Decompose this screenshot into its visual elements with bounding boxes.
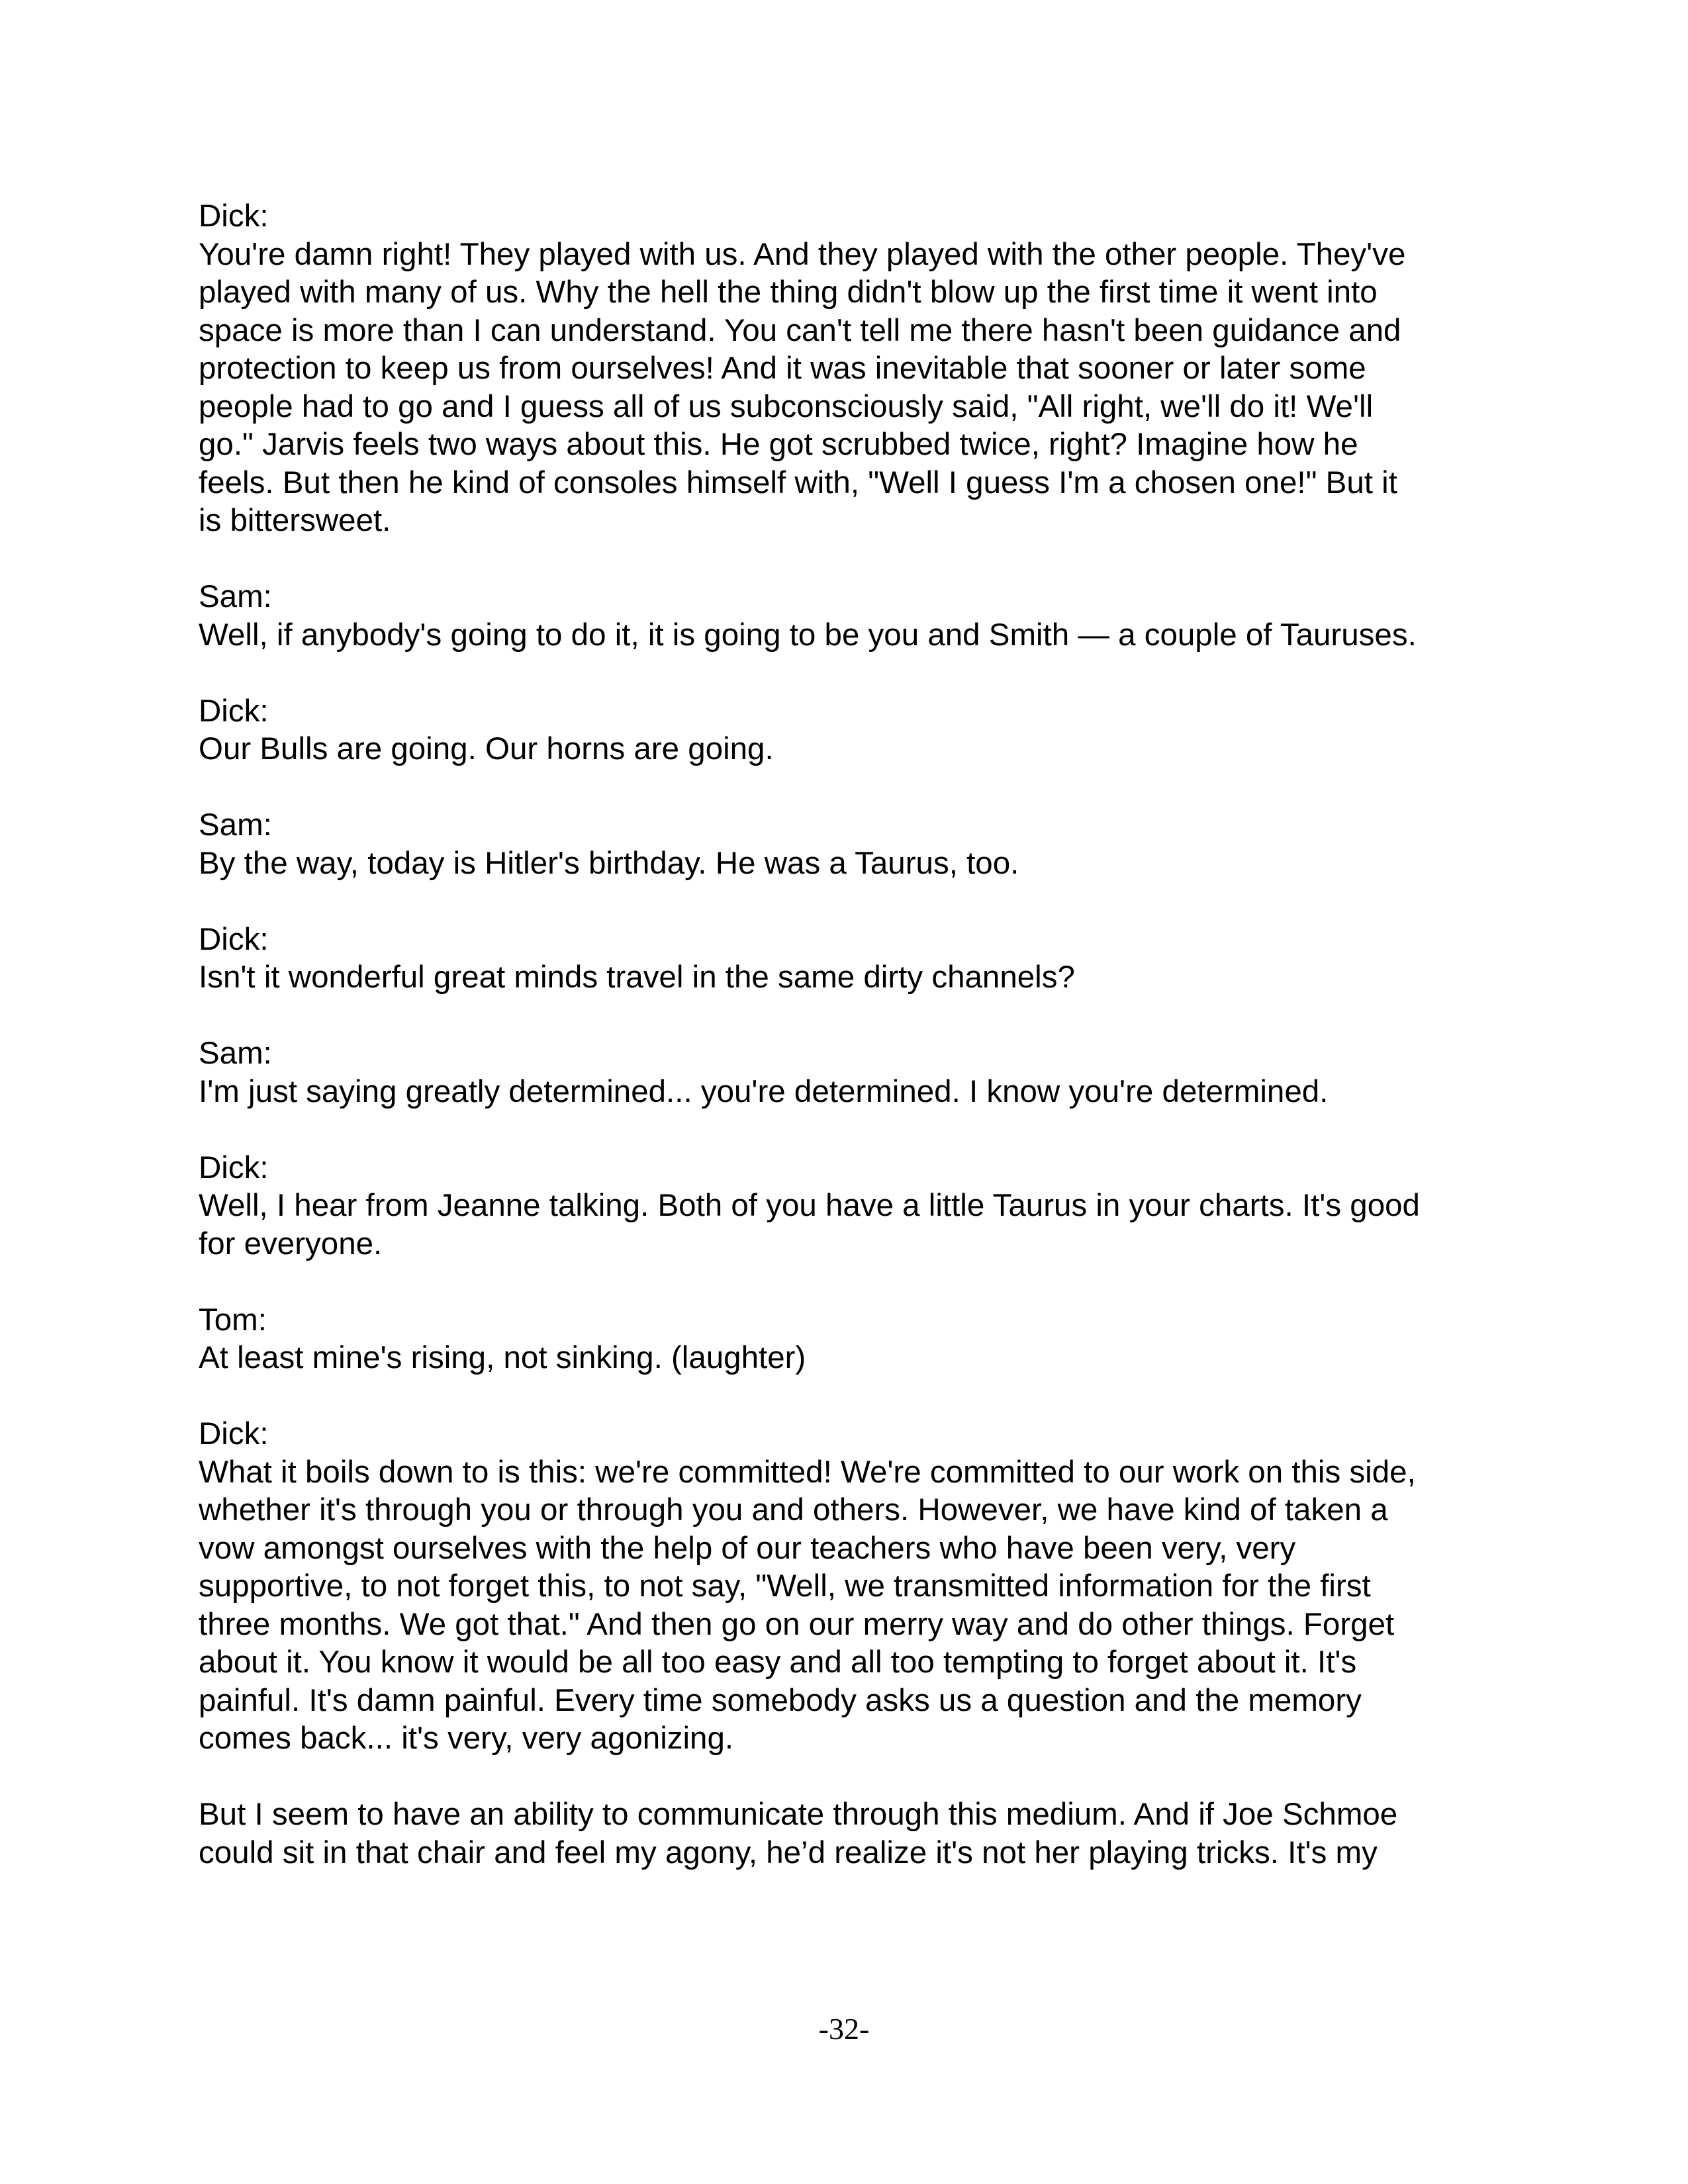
- speaker-label: Dick:: [199, 693, 269, 729]
- dialogue-block: [199, 1301, 1496, 1377]
- dialogue-line: protection to keep us from ourselves! And it was inevitable that sooner or later some: [199, 351, 1366, 386]
- dialogue-line: played with many of us. Why the hell the thing didn't blow up the first time it went into: [199, 275, 1378, 310]
- dialogue-line: whether it's through you or through you and others. However, we have kind of taken a: [199, 1492, 1388, 1527]
- dialogue-line: supportive, to not forget this, to not say, "Well, we transmitted information for the first: [199, 1569, 1371, 1604]
- dialogue-line: Well, if anybody's going to do it, it is going to be you and Smith — a couple of Tauruses.: [199, 617, 1417, 653]
- speaker-label: Dick:: [199, 199, 269, 234]
- dialogue-line: What it boils down to is this: we're committed! We're committed to our work on this side,: [199, 1454, 1416, 1490]
- dialogue-block: [199, 1415, 1496, 1758]
- dialogue-block: [199, 1034, 1496, 1111]
- dialogue-line: go." Jarvis feels two ways about this. He got scrubbed twice, right? Imagine how he: [199, 427, 1358, 462]
- dialogue-line: could sit in that chair and feel my agony, he’d realize it's not her playing tricks. It's my: [199, 1835, 1378, 1870]
- speaker-label: Sam:: [199, 807, 272, 842]
- speaker-label: Dick:: [199, 1150, 269, 1185]
- dialogue-line: Well, I hear from Jeanne talking. Both of you have a little Taurus in your charts. It's good: [199, 1188, 1420, 1223]
- dialogue-line: comes back... it's very, very agonizing.: [199, 1721, 734, 1756]
- transcript-body: [199, 197, 1496, 1910]
- speaker-label: Tom:: [199, 1302, 267, 1338]
- speaker-label: Dick:: [199, 1416, 269, 1451]
- dialogue-line: about it. You know it would be all too easy and all too tempting to forget about it. It's: [199, 1645, 1357, 1680]
- dialogue-block: [199, 806, 1496, 882]
- dialogue-block: [199, 921, 1496, 997]
- dialogue-line: Isn't it wonderful great minds travel in the same dirty channels?: [199, 960, 1075, 995]
- dialogue-line: space is more than I can understand. You can't tell me there hasn't been guidance and: [199, 312, 1401, 348]
- dialogue-line: I'm just saying greatly determined... you're determined. I know you're determined.: [199, 1073, 1329, 1109]
- continuation-paragraph: [199, 1796, 1496, 1872]
- dialogue-block: [199, 197, 1496, 540]
- dialogue-line: painful. It's damn painful. Every time somebody asks us a question and the memory: [199, 1682, 1362, 1718]
- dialogue-block: [199, 692, 1496, 768]
- speaker-label: Sam:: [199, 1036, 272, 1071]
- dialogue-line: You're damn right! They played with us. And they played with the other people. They've: [199, 236, 1406, 272]
- dialogue-block: [199, 578, 1496, 654]
- dialogue-line: people had to go and I guess all of us subconsciously said, "All right, we'll do it! We'll: [199, 388, 1374, 424]
- dialogue-line: vow amongst ourselves with the help of our teachers who have been very, very: [199, 1530, 1296, 1566]
- dialogue-line: for everyone.: [199, 1226, 383, 1261]
- dialogue-line: three months. We got that." And then go on our merry way and do other things. Forget: [199, 1606, 1395, 1642]
- dialogue-line: At least mine's rising, not sinking. (laughter): [199, 1340, 806, 1375]
- speaker-label: Sam:: [199, 579, 272, 614]
- dialogue-line: But I seem to have an ability to communicate through this medium. And if Joe Schmoe: [199, 1797, 1398, 1832]
- dialogue-block: [199, 1149, 1496, 1263]
- dialogue-line: feels. But then he kind of consoles himself with, "Well I guess I'm a chosen one!" But it: [199, 465, 1397, 500]
- dialogue-line: Our Bulls are going. Our horns are going.: [199, 731, 774, 766]
- dialogue-line: is bittersweet.: [199, 503, 391, 538]
- dialogue-line: By the way, today is Hitler's birthday. He was a Taurus, too.: [199, 845, 1019, 881]
- speaker-label: Dick:: [199, 921, 269, 957]
- page-number: -32-: [818, 2012, 870, 2046]
